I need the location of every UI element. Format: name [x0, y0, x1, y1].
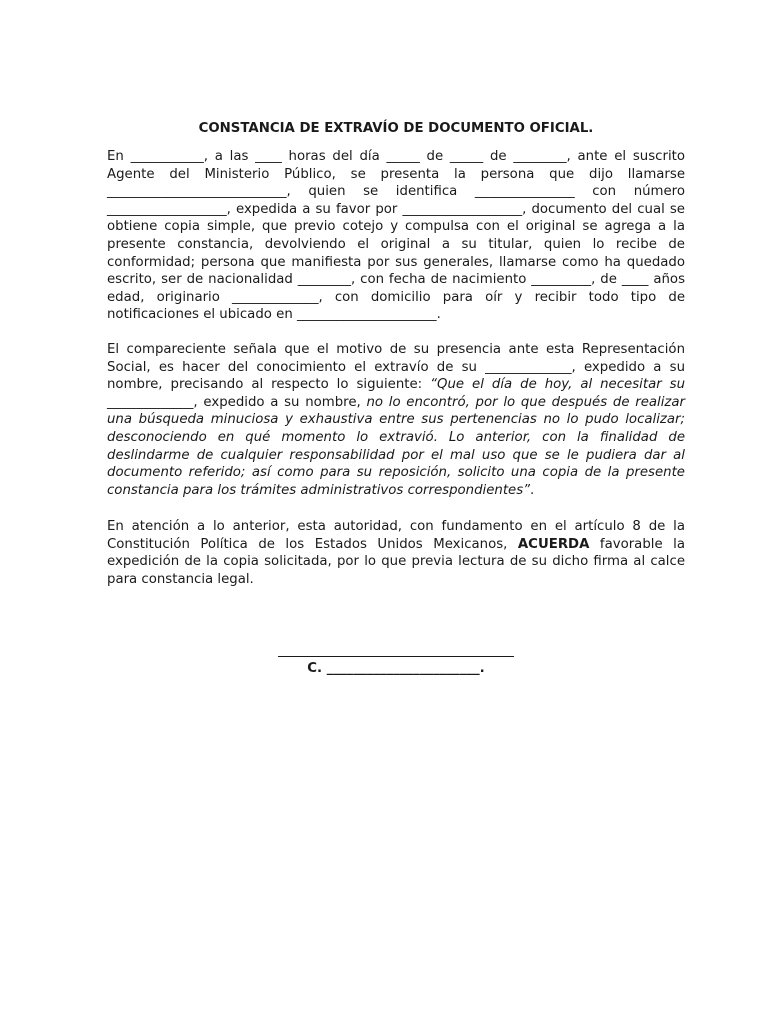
paragraph-2-intro: El compareciente señala que el motivo de su presencia ante esta Representación Social, es hacer del conocimiento el extravío de su _____________, expedido a su nombre, precisando al respecto lo siguiente:: [107, 342, 685, 393]
paragraph-3: [107, 518, 685, 588]
paragraph-2: [107, 341, 685, 499]
signature-line: [278, 656, 514, 657]
signature-name: C. _______________________.: [307, 661, 485, 676]
paragraph-3-text-b: favorable la expedición de la copia solicitada, por lo que previa lectura de su dicho firma al calce para constancia legal.: [107, 536, 685, 587]
paragraph-2-quote-a: “Que el día de hoy, al necesitar su: [430, 377, 686, 393]
document-title: CONSTANCIA DE EXTRAVÍO DE DOCUMENTO OFICIAL.: [198, 121, 594, 136]
paragraph-2-quote-b: no lo encontró, por lo que después de realizar una búsqueda minuciosa y exhaustiva entre sus pertenencias no lo pudo localizar; desconociendo en qué momento lo extravió. Lo anterior, con la finalidad de deslindarme de cualquier responsabilidad por el mal uso que se le pudiera dar al documento referido; así como para su reposición, solicito una copia de la presente constancia para los trámites administrativos correspondientes”: [107, 394, 686, 498]
paragraph-1: En ___________, a las ____ horas del día _____ de _____ de ________, ante el suscrito Agente del Ministerio Público, se presenta la persona que dijo llamarse ___________________________, quien se identifica _______________ con número __________________, expedida a su favor por __________________, documento del cual se obtiene copia simple, que previo cotejo y compulsa con el original se agrega a la presente constancia, devolviendo el original a su titular, quien lo recibe de conformidad; persona que manifiesta por sus generales, llamarse como ha quedado escrito, ser de nacionalidad ________, con fecha de nacimiento _________, de ____ años edad, originario _____________, con domicilio para oír y recibir todo tipo de notificaciones el ubicado en _____________________.: [107, 149, 685, 323]
paragraph-3-text-a: En atención a lo anterior, esta autoridad, con fundamento en el artículo 8 de la Constitución Política de los Estados Unidos Mexicanos,: [107, 519, 685, 552]
paragraph-2-end: .: [530, 482, 535, 498]
paragraph-3-acuerda: ACUERDA: [517, 536, 590, 552]
paragraph-2-blank: _____________, expedido a su nombre,: [107, 394, 367, 410]
